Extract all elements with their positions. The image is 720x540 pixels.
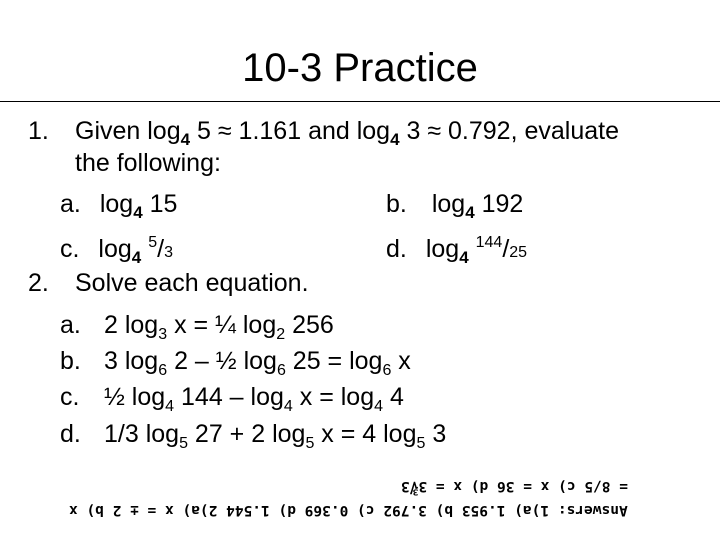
log-base: 3: [158, 326, 168, 343]
question-2-item-d: [60, 419, 447, 452]
answers-line-2: = 8/5 c) x = 36 d) x = 3∛3: [401, 478, 628, 494]
item-label: c.: [60, 235, 80, 263]
log-base: 5: [305, 435, 315, 452]
equation-part: 256: [285, 311, 334, 339]
equation-part: 25 = log: [285, 347, 383, 375]
answers-line-1: Answers: 1)a) 1.953 b) 3.792 c) 0.369 d) 1.544 2)a) x = ± 2 b) x: [69, 502, 628, 518]
log-base: 6: [276, 362, 286, 379]
item-label: a.: [60, 311, 81, 339]
log-function: log: [425, 235, 460, 263]
question-2-item-a: [60, 310, 334, 343]
log-argument: 192: [474, 190, 524, 218]
fraction-denominator: 25: [509, 244, 528, 261]
log-base: 6: [158, 362, 168, 379]
item-label: d.: [60, 420, 81, 448]
equation-part: 1/3 log: [104, 420, 180, 448]
question-1-given-base-a: 4: [180, 130, 191, 149]
question-1-item-a: [60, 189, 177, 228]
log-base: 4: [165, 398, 175, 415]
question-1-item-c: c. $\log_4 ^5/3$: [60, 234, 173, 267]
equation-part: ½ log: [104, 383, 166, 411]
equation-part: x = log: [292, 383, 375, 411]
fraction-numerator: 144: [475, 234, 503, 251]
question-2-item-c: [60, 382, 404, 415]
equation-part: x = 4 log: [314, 420, 417, 448]
equation-part: 3 log: [104, 347, 159, 375]
log-base: 5: [416, 435, 426, 452]
item-label: b.: [386, 190, 407, 218]
equation-part: x: [391, 347, 411, 375]
log-base: 4: [465, 203, 475, 222]
log-base: 4: [133, 203, 143, 222]
fraction-numerator: 5: [148, 234, 158, 251]
question-1-given-base-b: 4: [390, 130, 400, 149]
log-base: 2: [276, 326, 286, 343]
log-function: log: [99, 190, 134, 218]
item-label: b.: [60, 347, 81, 375]
title-divider: [0, 101, 720, 102]
question-2-line: [28, 268, 309, 298]
equation-part: 27 + 2 log: [187, 420, 306, 448]
log-base: 5: [179, 435, 188, 452]
item-label: c.: [60, 383, 80, 411]
question-1-number: 1.: [28, 117, 49, 145]
log-base: 4: [283, 398, 293, 415]
question-2-number: 2.: [28, 269, 49, 297]
item-label: a.: [60, 190, 81, 218]
log-base: 6: [382, 362, 392, 379]
equation-part: 4: [383, 383, 404, 411]
question-1-given-value-a: 5 ≈ 1.161 and log: [190, 117, 391, 145]
equation-part: 2 log: [104, 311, 159, 339]
fraction-denominator: 3: [164, 244, 173, 261]
log-base: 4: [131, 248, 142, 267]
equation-part: 2 – ½ log: [167, 347, 277, 375]
question-1-item-b: [386, 189, 523, 228]
item-label: d.: [386, 235, 407, 263]
question-1-line-2: the following:: [75, 149, 221, 177]
question-2-intro: Solve each equation.: [75, 269, 309, 297]
equation-part: 144 – log: [174, 383, 284, 411]
page-title: 10-3 Practice: [242, 46, 478, 90]
log-argument: 15: [142, 190, 178, 218]
log-argument-space: [469, 235, 476, 263]
question-1-item-d: d. $\log_4 ^{144}/25$: [386, 234, 528, 267]
question-1-given-value-b: 3 ≈ 0.792, evaluate: [399, 117, 619, 145]
log-function: log: [431, 190, 466, 218]
equation-part: x = ¼ log: [167, 311, 277, 339]
log-function: log: [98, 235, 132, 263]
question-1-intro-text: Given log: [75, 117, 181, 145]
equation-part: 3: [425, 420, 447, 448]
question-2-item-b: [60, 346, 411, 379]
log-base: 4: [459, 248, 469, 267]
log-base: 4: [374, 398, 384, 415]
